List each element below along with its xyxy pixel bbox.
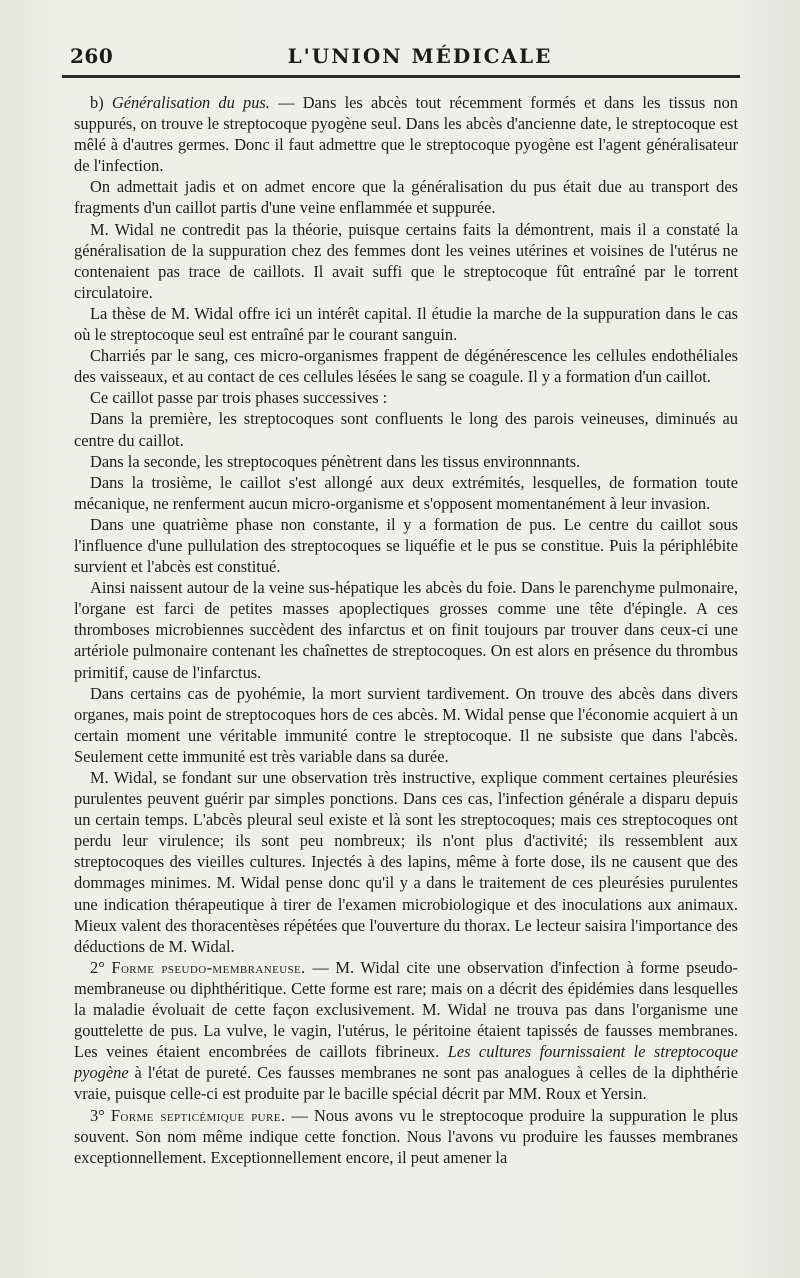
header-rule (62, 75, 740, 78)
paragraph-text-continued: à l'état de pureté. Ces fausses membranes ne sont pas analogues à celles de la diphthérie vraie, puisque celle-ci est produite par le bacille spécial décrit par MM. Roux et Yersin. (74, 1063, 738, 1104)
paragraph-generalisation (74, 92, 738, 176)
section-heading: Forme septicémique pure. (110, 1105, 286, 1125)
journal-title: L'UNION MÉDICALE (287, 44, 553, 68)
running-header (70, 44, 740, 74)
paragraph: M. Widal ne contredit pas la théorie, puisque certains faits la démontrent, mais il a constaté la généralisation de la suppuration chez des femmes dont les veines utérines et voisines de l'utérus ne contenaient pas trace de caillots. Il avait suffi que le streptocoque fût entraîné par le torrent circulatoire. (74, 219, 738, 302)
paragraph-septicemique (74, 1105, 738, 1168)
paragraph: Dans une quatrième phase non constante, il y a formation de pus. Le centre du caillot sous l'influence d'une pullulation des streptocoques se liquéfie et le pus se constitue. Puis la périphlébite survient et l'abcès est constitué. (74, 514, 738, 577)
article-body (74, 92, 738, 1272)
section-heading: Généralisation du pus. (111, 93, 270, 112)
paragraph: Charriés par le sang, ces micro-organismes frappent de dégénérescence les cellules endothéliales des vaisseaux, et au contact de ces cellules lésées le sang se coagule. Il y a formation d'un caillot. (74, 346, 738, 387)
paragraph: Dans la trosième, le caillot s'est allongé aux deux extrémités, lesquelles, de formation toute mécanique, ne renferment aucun micro-organisme et s'opposent momentanément à leur invasion. (74, 472, 738, 513)
italic-phrase: Les cultures fournissaient le streptocoque pyogène (74, 1042, 738, 1083)
paragraph: On admettait jadis et on admet encore que la généralisation du pus était due au transport des fragments d'un caillot partis d'une veine enflammée et suppurée. (74, 177, 738, 218)
section-heading: Forme pseudo-membraneuse. (111, 957, 306, 977)
paragraph: Dans la seconde, les streptocoques pénètrent dans les tissus environnnants. (90, 451, 581, 471)
paragraph-text: — M. Widal cite une observation d'infection à forme pseudo-membraneuse ou diphthéritique. Cette forme est rare; mais on a décrit des épidémies dans lesquelles la maladie évoluait de cette façon exclusivement. M. Widal ne trouva pas dans l'organisme une gouttelette de pus. La vulve, le vagin, l'utérus, le péritoine étaient tapissés de fausses membranes. Les veines étaient encombrées de caillots fibrineux. (74, 957, 738, 1062)
paragraph: Ce caillot passe par trois phases successives : (90, 388, 388, 408)
page-number: 260 (70, 44, 114, 68)
section-marker: 2° (90, 957, 112, 977)
paragraph: Dans la première, les streptocoques sont confluents le long des parois veineuses, diminués au centre du caillot. (74, 409, 738, 450)
paragraph: Dans certains cas de pyohémie, la mort survient tardivement. On trouve des abcès dans divers organes, mais point de streptocoques hors de ces abcès. M. Widal pense que l'économie acquiert à un certain moment une véritable immunité contre le streptocoque. Il ne subsiste que dans l'abcès. Seulement cette immunité est très variable dans sa durée. (74, 683, 738, 766)
section-marker: b) (90, 93, 112, 112)
paragraph: Ainsi naissent autour de la veine sus-hépatique les abcès du foie. Dans le parenchyme pulmonaire, l'organe est farci de petites masses apoplectiques grosses comme une tête d'épingle. A ces thromboses microbiennes succèdent des infarctus et on finit toujours par trouver dans ceux-ci une artériole pulmonaire contenant les chaînettes de streptocoques. On est alors en présence du thrombus primitif, cause de l'infarctus. (74, 578, 738, 682)
paragraph: M. Widal, se fondant sur une observation très instructive, explique comment certaines pleurésies purulentes peuvent guérir par simples ponctions. Dans ces cas, l'infection générale a disparu depuis un certain temps. L'abcès pleural seul existe et là sont les streptocoques; mais ces streptocoques ont perdu leur virulence; ils sont peu nombreux; ils n'ont plus d'activité; ils ressemblent aux streptocoques des vieilles cultures. Injectés à des lapins, même à forte dose, ils ne causent que des dommages minimes. M. Widal pense donc qu'il y a dans le traitement de ces pleurésies purulentes une indication thérapeutique à tirer de l'examen microbiologique et des inoculations aux animaux. Mieux valent des thoracentèses répétées que l'ouverture du thorax. Le lecteur saisira l'importance des déductions de M. Widal. (74, 768, 738, 956)
section-marker: 3° (90, 1105, 111, 1125)
paragraph: La thèse de M. Widal offre ici un intérêt capital. Il étudie la marche de la suppuration dans le cas où le streptocoque seul est entraîné par le courant sanguin. (74, 303, 738, 345)
paragraph-text: — Dans les abcès tout récemment formés et dans les tissus non suppurés, on trouve le streptocoque pyogène seul. Dans les abcès d'ancienne date, le streptocoque est mêlé à d'autres germes. Donc il faut admettre que le streptocoque pyogène est l'agent généralisateur de l'infection. (74, 93, 738, 176)
paragraph-text: — Nous avons vu le streptocoque produire la suppuration le plus souvent. Son nom même indique cette fonction. Nous l'avons vu produire les fausses membranes exceptionnellement. Exceptionnellement encore, il peut amener la (74, 1105, 738, 1167)
paragraph-pseudo-membraneuse (74, 957, 738, 1105)
